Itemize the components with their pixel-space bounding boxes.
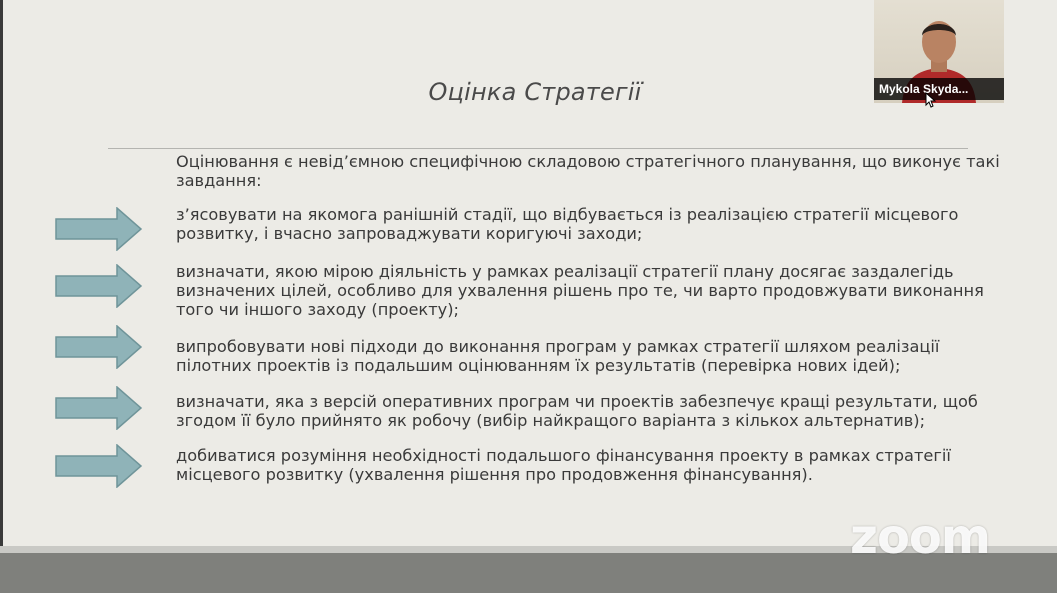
participant-video-tile[interactable] <box>874 0 1004 103</box>
list-item: визначати, яка з версій оперативних програм чи проектів забезпечує кращі результати, щоб згодом її було прийнято як робочу (вибір найкращого варіанта з кількох альтернатив); <box>176 392 978 430</box>
slide-title: Оцінка Стратегії <box>428 78 642 106</box>
right-arrow-icon <box>55 264 143 308</box>
participant-name-label: Mykola Skyda... <box>874 78 1004 100</box>
right-arrow-icon <box>55 325 143 369</box>
right-arrow-icon <box>55 386 143 430</box>
right-arrow-icon <box>55 207 143 251</box>
list-item: випробовувати нові підходи до виконання програм у рамках стратегії шляхом реалізації пілотних проектів із подальшим оцінюванням їх результатів (перевірка нових ідей); <box>176 337 940 375</box>
right-arrow-icon <box>55 444 143 488</box>
list-item: добиватися розуміння необхідності подальшого фінансування проекту в рамках стратегії місцевого розвитку (ухвалення рішення про продовження фінансування). <box>176 446 951 484</box>
zoom-logo-watermark: zoom <box>850 509 990 565</box>
slide-intro: Оцінювання є невід’ємною специфічною складовою стратегічного планування, що виконує такі завдання: <box>176 152 1000 190</box>
mouse-cursor-icon <box>925 92 937 108</box>
list-item: з’ясовувати на якомога ранішній стадії, що відбувається із реалізацією стратегії місцевого розвитку, і вчасно запроваджувати коригуючі заходи; <box>176 205 959 243</box>
window-edge <box>0 0 3 593</box>
title-divider <box>108 148 968 149</box>
list-item: визначати, якою мірою діяльність у рамках реалізації стратегії плану досягає заздалегідь визначених цілей, особливо для ухвалення рішень про те, чи варто продовжувати виконання того чи іншого заходу (проекту); <box>176 262 984 319</box>
